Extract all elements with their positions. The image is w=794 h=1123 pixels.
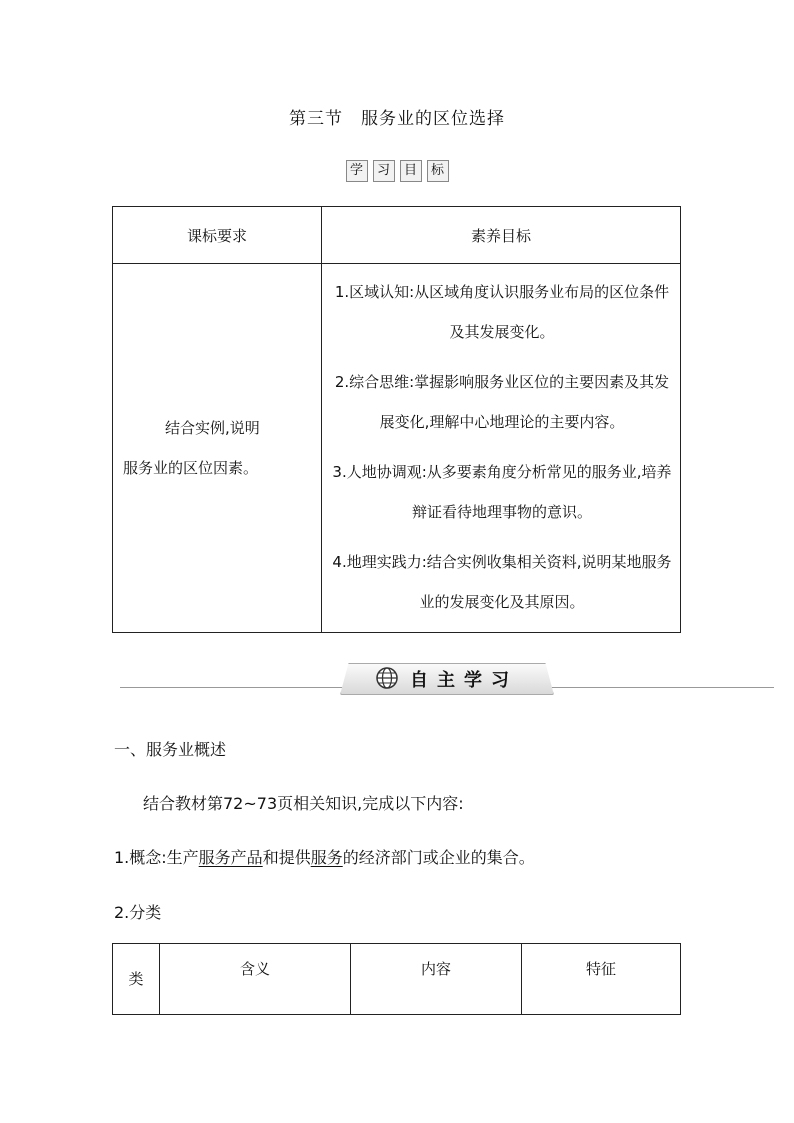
fill-in-answer: 服务产品: [198, 848, 263, 867]
banner-label: 自主学习: [410, 670, 518, 691]
instruction-text: 结合教材第72~73页相关知识,完成以下内容:: [143, 794, 464, 813]
requirement-text: 结合实例,说明: [165, 419, 260, 437]
header-meaning: 含义: [160, 944, 351, 1015]
objectives-char: 习: [373, 160, 395, 182]
goal-item: 3.人地协调观:从多要素角度分析常见的服务业,培养辩证看待地理事物的意识。: [332, 463, 672, 521]
objectives-char: 学: [346, 160, 368, 182]
goal-item: 1.区域认知:从区域角度认识服务业布局的区位条件及其发展变化。: [334, 283, 670, 341]
objectives-char: 标: [427, 160, 449, 182]
classification-table: [112, 943, 681, 1015]
section-title: [0, 104, 794, 129]
concept-suffix: 的经济部门或企业的集合。: [342, 848, 535, 867]
goal-item: 2.综合思维:掌握影响服务业区位的主要因素及其发展变化,理解中心地理论的主要内容。: [334, 373, 670, 431]
globe-icon: [376, 667, 398, 689]
table-row: [113, 264, 681, 633]
divider: [544, 687, 774, 688]
header-content: 内容: [351, 944, 522, 1015]
table-header-row: [113, 207, 681, 264]
divider: [120, 687, 350, 688]
requirement-text: 服务业的区位因素。: [123, 459, 259, 477]
objectives-char: 目: [400, 160, 422, 182]
section-number: 第三节: [289, 109, 343, 129]
table-header-row: [113, 944, 681, 1015]
part-heading: 一、服务业概述: [114, 740, 227, 759]
curriculum-requirement-cell: [113, 264, 322, 633]
header-competency-goals: 素养目标: [322, 207, 681, 264]
section-name: 服务业的区位选择: [361, 109, 505, 129]
fill-in-answer: 服务: [310, 848, 343, 867]
classification-heading: 2.分类: [114, 903, 162, 922]
concept-prefix: 1.概念:生产: [114, 848, 199, 867]
competency-goals-cell: [322, 264, 681, 633]
goal-item: 4.地理实践力:结合实例收集相关资料,说明某地服务业的发展变化及其原因。: [332, 553, 672, 611]
header-curriculum-requirement: 课标要求: [113, 207, 322, 264]
header-category: 类: [113, 944, 160, 1015]
concept-line: [114, 845, 535, 868]
concept-middle: 和提供: [262, 848, 311, 867]
header-features: 特征: [522, 944, 681, 1015]
self-study-banner: [0, 663, 794, 697]
learning-goals-table: [112, 206, 681, 633]
learning-objectives-label: [0, 160, 794, 182]
